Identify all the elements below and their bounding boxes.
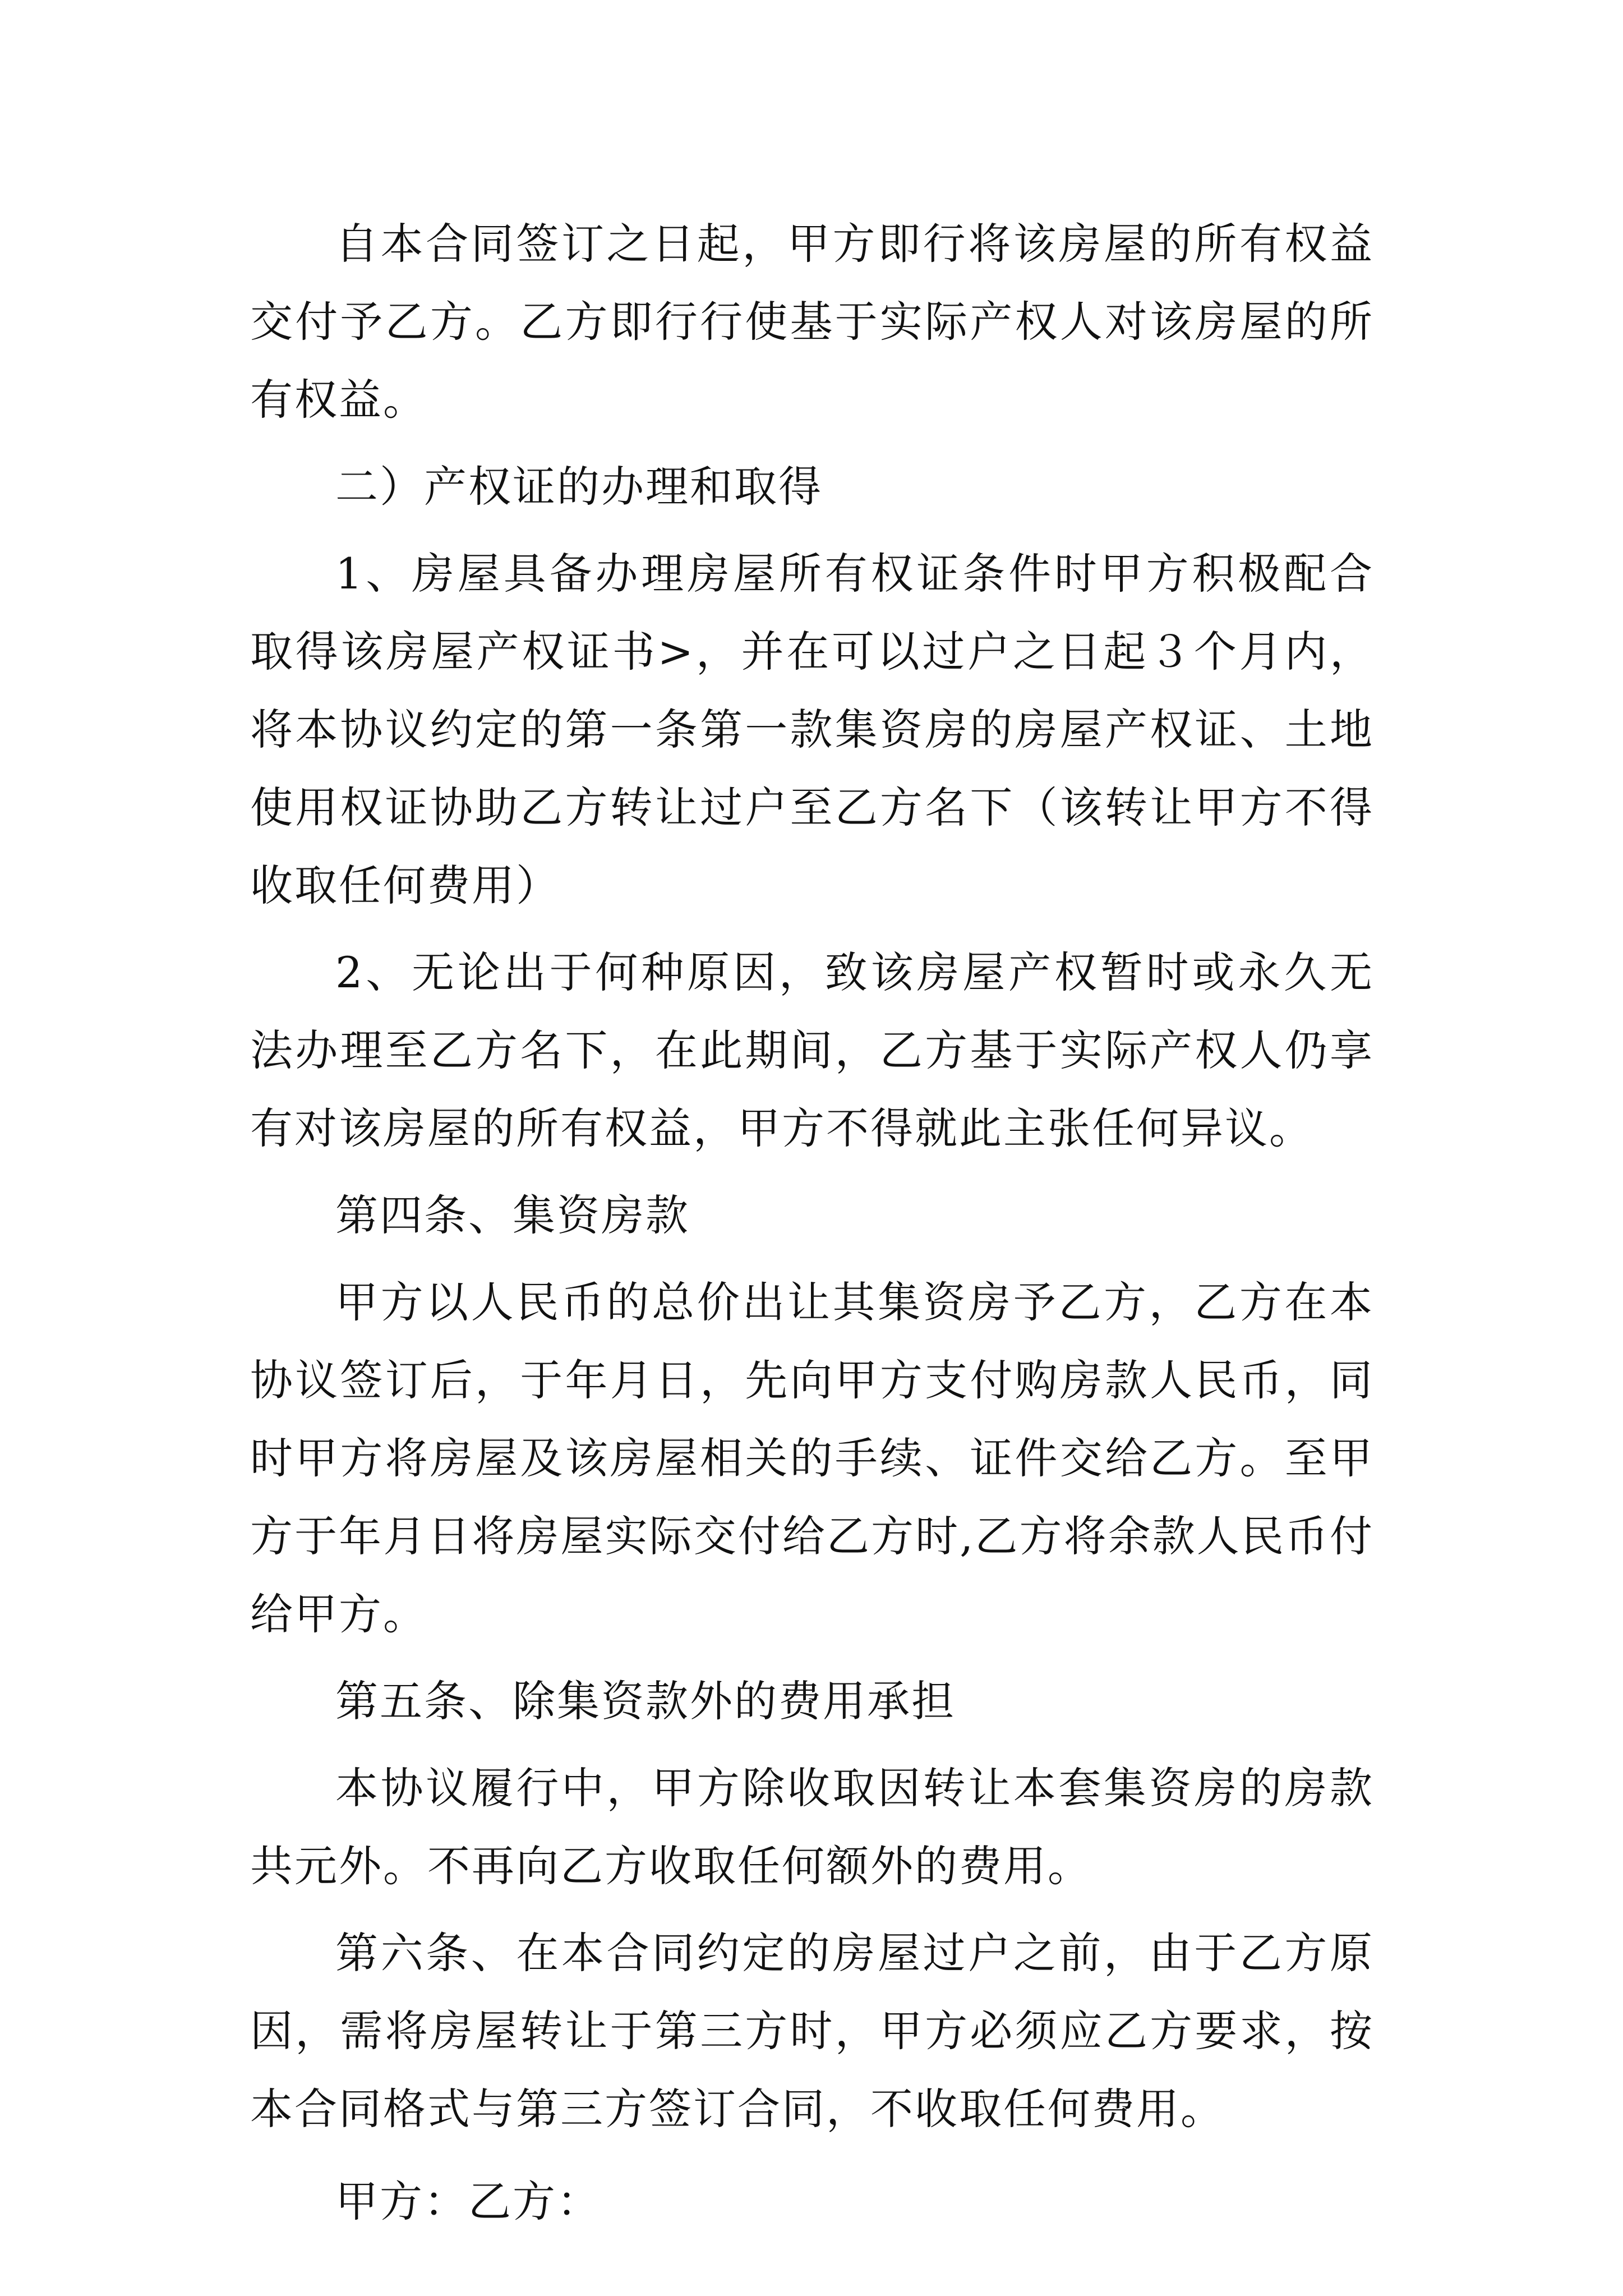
article-four-heading: 第四条、集资房款 bbox=[335, 1190, 690, 1240]
paragraph-unable-to-transfer: 2、无论出于何种原因，致该房屋产权暂时或永久无法办理至乙方名下，在此期间，乙方基于实际产权人仍享有对该房屋的所有权益，甲方不得就此主张任何异议。 bbox=[250, 947, 1374, 1153]
paragraph-fees: 本协议履行中，甲方除收取因转让本套集资房的房款共元外。不再向乙方收取任何额外的费用。 bbox=[250, 1763, 1374, 1891]
document-body bbox=[250, 205, 1374, 2240]
article-six-paragraph: 第六条、在本合同约定的房屋过户之前，由于乙方原因，需将房屋转让于第三方时，甲方必须应乙方要求，按本合同格式与第三方签订合同，不收取任何费用。 bbox=[250, 1928, 1374, 2134]
signature-line: 甲方：乙方： bbox=[335, 2177, 601, 2226]
paragraph-rights-transfer: 自本合同签订之日起，甲方即行将该房屋的所有权益交付予乙方。乙方即行行使基于实际产权人对该房屋的所有权益。 bbox=[250, 219, 1374, 425]
article-five-heading: 第五条、除集资款外的费用承担 bbox=[335, 1676, 956, 1726]
paragraph-certificate-transfer: 1、房屋具备办理房屋所有权证条件时甲方积极配合取得该房屋产权证书>，并在可以过户之日起３个月内，将本协议约定的第一条第一款集资房的房屋产权证、土地使用权证协助乙方转让过户至乙方名下（该转让甲方不得收取任何费用） bbox=[250, 549, 1374, 910]
section-heading-property-certificate: 二）产权证的办理和取得 bbox=[335, 462, 823, 512]
paragraph-payment: 甲方以人民币的总价出让其集资房予乙方，乙方在本协议签订后，于年月日，先向甲方支付购房款人民币，同时甲方将房屋及该房屋相关的手续、证件交给乙方。至甲方于年月日将房屋实际交付给乙方时,乙方将余款人民币付给甲方。 bbox=[250, 1277, 1374, 1639]
